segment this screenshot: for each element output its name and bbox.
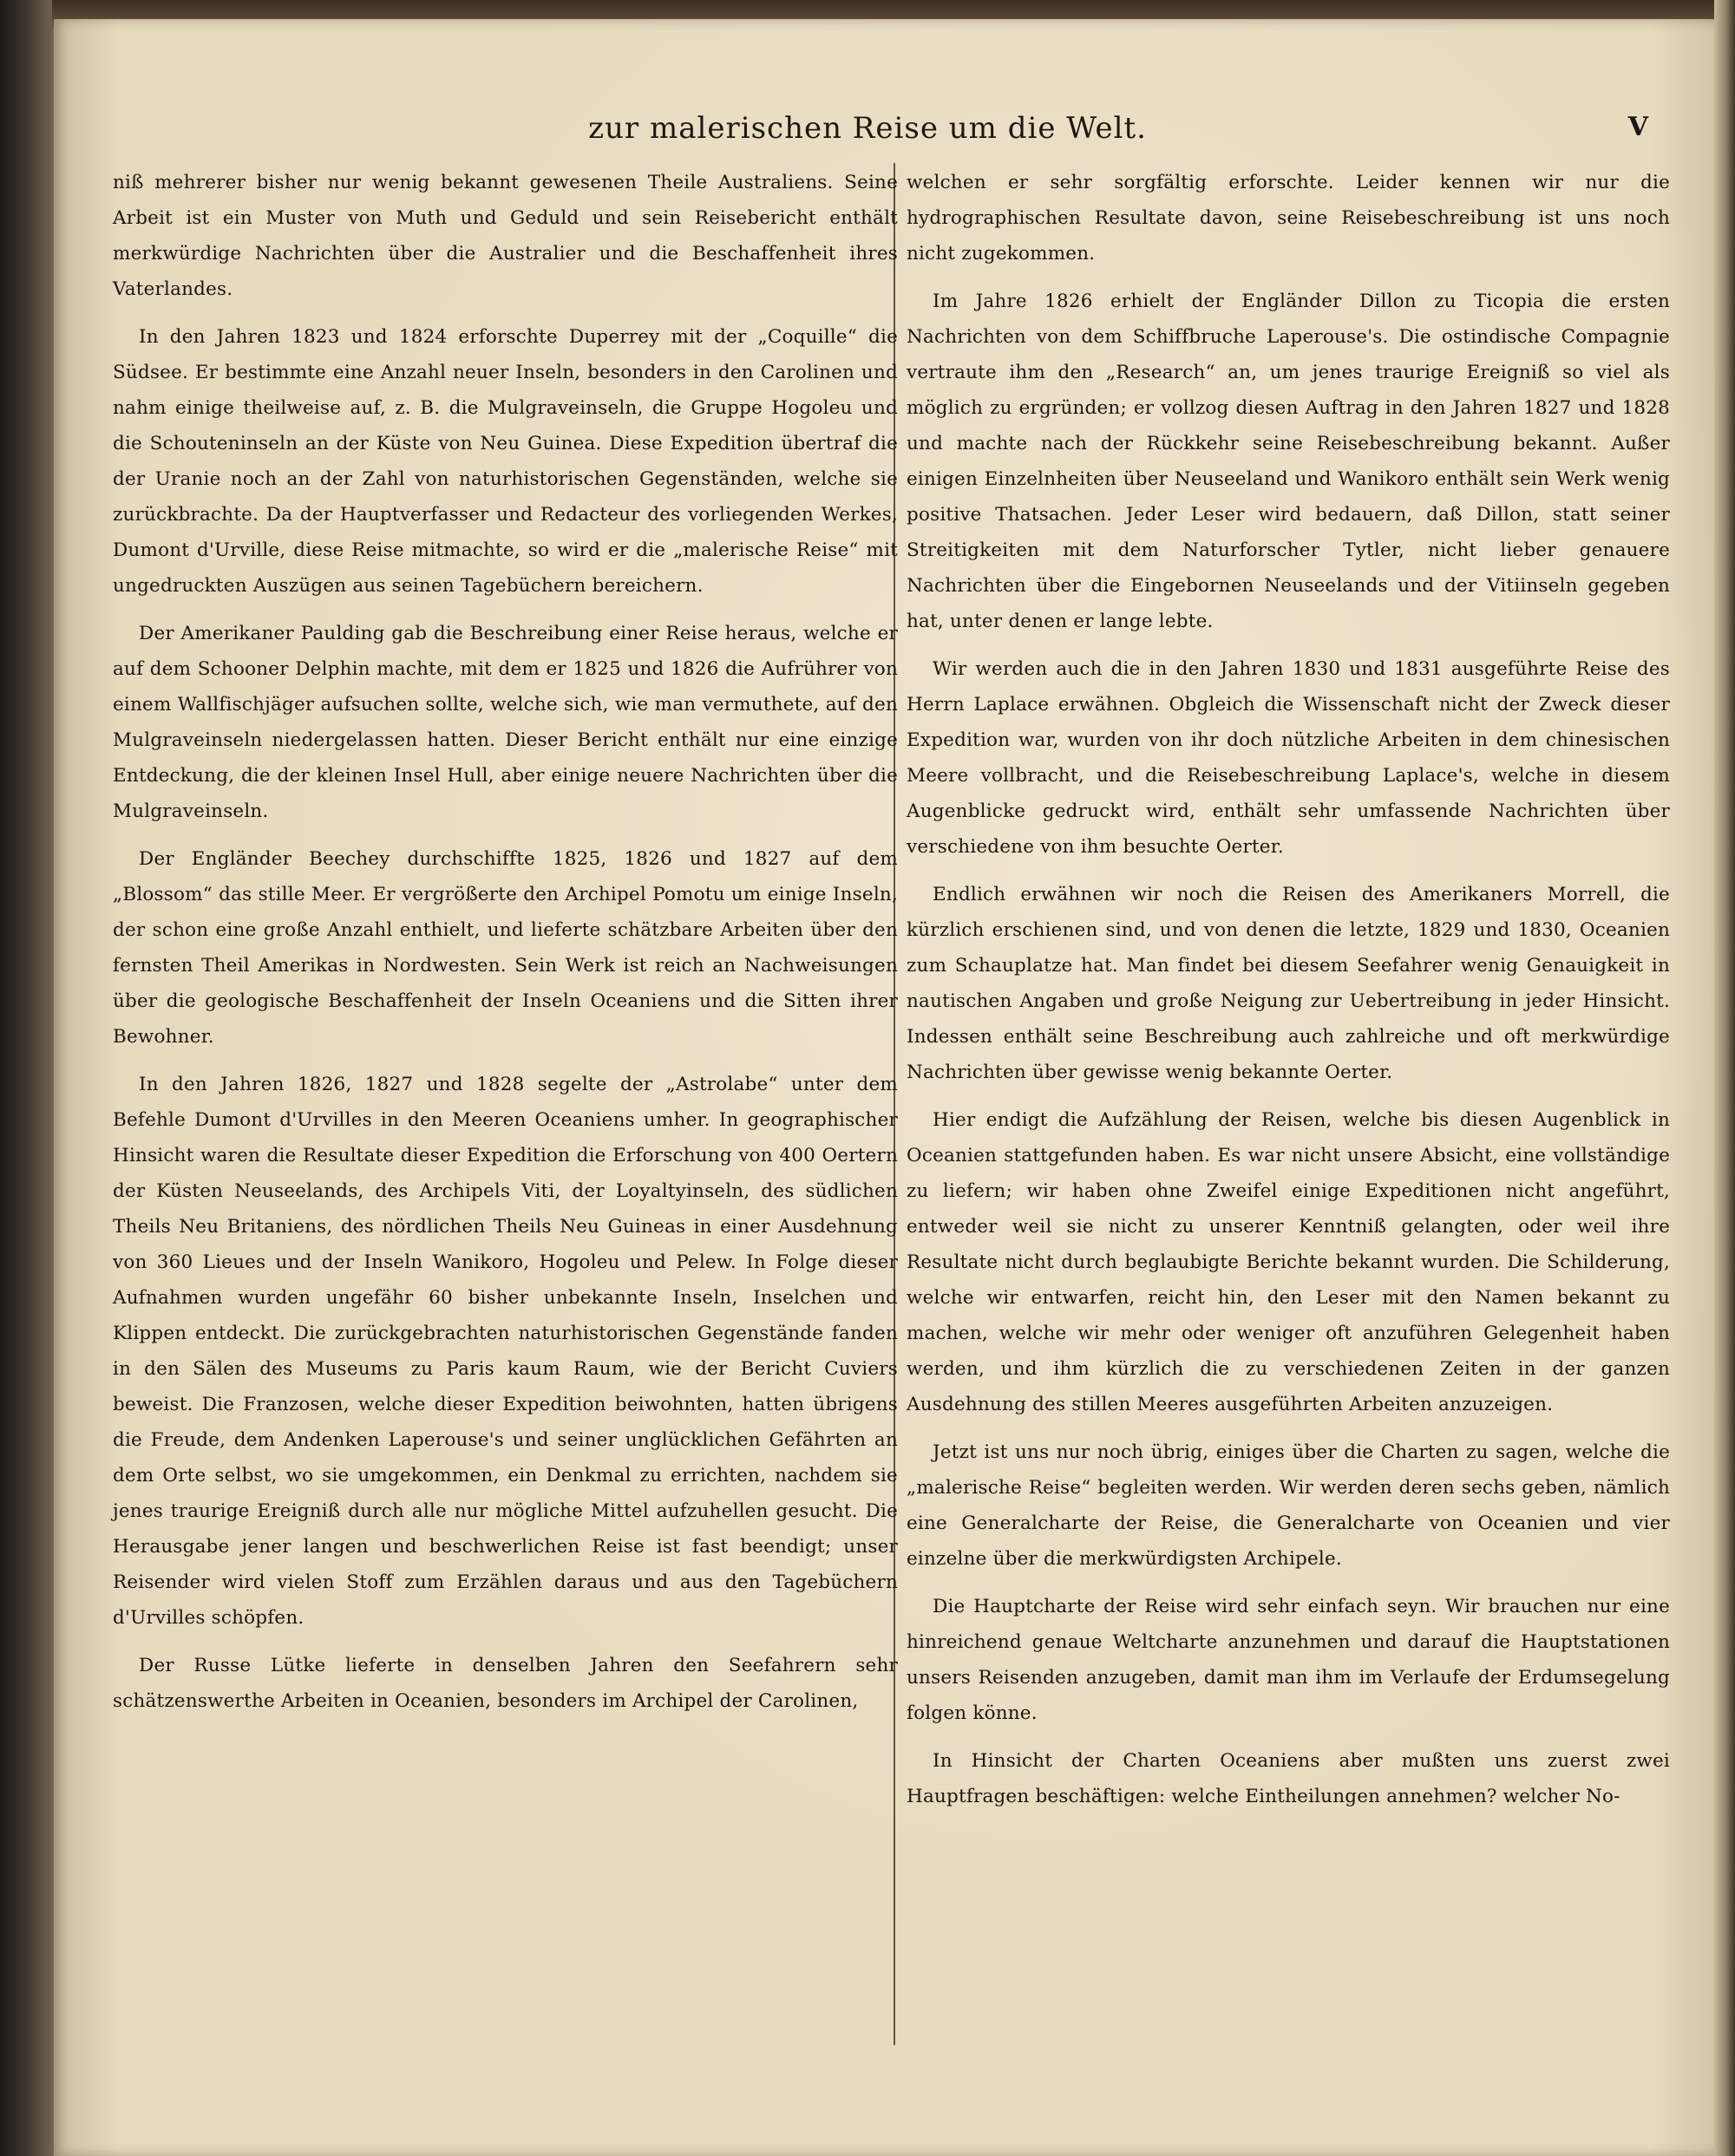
paragraph: Endlich erwähnen wir noch die Reisen des Amerikaners Morrell, die kürzlich erschienen sind, und von denen die letzte, 1829 und 1830, Oceanien zum Schauplatze hat. Man findet bei diesem Seefahrer wenig Genauigkeit in nautischen Angaben und große Neigung zur Uebertreibung in jeder Hinsicht. Indessen enthält seine Beschreibung auch zahlreiche und oft merkwürdige Nachrichten über gewisse wenig bekannte Oerter. <box>907 884 1670 1083</box>
paragraph: Der Russe Lütke lieferte in denselben Jahren den Seefahrern sehr schätzenswerthe Arbeiten in Oceanien, besonders im Archipel der Carolinen, <box>113 1655 898 1712</box>
paragraph: Hier endigt die Aufzählung der Reisen, welche bis diesen Augenblick in Oceanien stattgefunden haben. Es war nicht unsere Absicht, eine vollständige zu liefern; wir haben ohne Zweifel einige Expeditionen nicht angeführt, entweder weil sie nicht zu unserer Kenntniß gelangten, oder weil ihre Resultate nicht durch beglaubigte Berichte bekannt wurden. Die Schilderung, welche wir entwarfen, reicht hin, den Leser mit den Namen bekannt zu machen, welche wir mehr oder weniger oft anzuführen Gelegenheit haben werden, und ihm kürzlich die zu verschiedenen Zeiten in der ganzen Ausdehnung des stillen Meeres ausgeführten Arbeiten anzuzeigen. <box>907 1109 1670 1415</box>
paragraph: Im Jahre 1826 erhielt der Engländer Dillon zu Ticopia die ersten Nachrichten von dem Schiffbruche Laperouse's. Die ostindische Compagnie vertraute ihm den „Research“ an, um jenes traurige Ereigniß so viel als möglich zu ergründen; er vollzog diesen Auftrag in den Jahren 1827 und 1828 und machte nach der Rückkehr seine Reisebeschreibung bekannt. Außer einigen Einzelnheiten über Neuseeland und Wanikoro enthält sein Werk wenig positive Thatsachen. Jeder Leser wird bedauern, daß Dillon, statt seiner Streitigkeiten mit dem Naturforscher Tytler, nicht lieber genauere Nachrichten über die Eingebornen Neuseelands und der Vitiinseln gegeben hat, unter denen er lange lebte. <box>907 291 1670 632</box>
paragraph: Der Amerikaner Paulding gab die Beschreibung einer Reise heraus, welche er auf dem Schooner Delphin machte, mit dem er 1825 und 1826 die Aufrührer von einem Wallfischjäger aufsuchen sollte, welche sich, wie man vermuthete, auf den Mulgraveinseln niedergelassen hatten. Dieser Bericht enthält nur eine einzige Entdeckung, die der kleinen Insel Hull, aber einige neuere Nachrichten über die Mulgraveinseln. <box>113 623 898 822</box>
right-column <box>907 165 1670 1826</box>
paragraph: In den Jahren 1823 und 1824 erforschte Duperrey mit der „Coquille“ die Südsee. Er bestimmte eine Anzahl neuer Inseln, besonders in den Carolinen und nahm einige theilweise auf, z. B. die Mulgraveinseln, die Gruppe Hogoleu und die Schouteninseln an der Küste von Neu Guinea. Diese Expedition übertraf die der Uranie noch an der Zahl von naturhistorischen Gegenständen, welche sie zurückbrachte. Da der Hauptverfasser und Redacteur des vorliegenden Werkes, Dumont d'Urville, diese Reise mitmachte, so wird er die „malerische Reise“ mit ungedruckten Auszügen aus seinen Tagebüchern bereichern. <box>113 326 898 597</box>
book-binding-edge <box>0 0 61 2156</box>
left-column <box>113 165 898 1731</box>
paragraph: Jetzt ist uns nur noch übrig, einiges über die Charten zu sagen, welche die „malerische Reise“ begleiten werden. Wir werden deren sechs geben, nämlich eine Generalcharte der Reise, die Generalcharte von Oceanien und vier einzelne über die merkwürdigsten Archipele. <box>907 1441 1670 1570</box>
right-page-edge <box>1714 0 1735 2156</box>
running-title: zur malerischen Reise um die Welt. <box>588 111 1147 146</box>
paragraph: Wir werden auch die in den Jahren 1830 und 1831 ausgeführte Reise des Herrn Laplace erwähnen. Obgleich die Wissenschaft nicht der Zweck dieser Expedition war, wurden von ihr doch nützliche Arbeiten in dem chinesischen Meere vollbracht, und die Reisebeschreibung Laplace's, welche in diesem Augenblicke gedruckt wird, enthält sehr umfassende Nachrichten über verschiedene von ihm besuchte Oerter. <box>907 658 1670 858</box>
paragraph: In den Jahren 1826, 1827 und 1828 segelte der „Astrolabe“ unter dem Befehle Dumont d'Urvilles in den Meeren Oceaniens umher. In geographischer Hinsicht waren die Resultate dieser Expedition die Erforschung von 400 Oertern der Küsten Neuseelands, des Archipels Viti, der Loyaltyinseln, des südlichen Theils Neu Britaniens, des nördlichen Theils Neu Guineas in einer Ausdehnung von 360 Lieues und der Inseln Wanikoro, Hogoleu und Pelew. In Folge dieser Aufnahmen wurden ungefähr 60 bisher unbekannte Inseln, Inselchen und Klippen entdeckt. Die zurückgebrachten naturhistorischen Gegenstände fanden in den Sälen des Museums zu Paris kaum Raum, wie der Bericht Cuviers beweist. Die Franzosen, welche dieser Expedition beiwohnten, hatten übrigens die Freude, dem Andenken Laperouse's und seiner unglücklichen Gefährten an dem Orte selbst, wo sie umgekommen, ein Denkmal zu errichten, nachdem sie jenes traurige Ereigniß durch alle nur mögliche Mittel aufzuhellen gesucht. Die Herausgabe jener langen und beschwerlichen Reise ist fast beendigt; unser Reisender wird vielen Stoff zum Erzählen daraus und aus den Tagebüchern d'Urvilles schöpfen. <box>113 1074 898 1629</box>
paragraph: Die Hauptcharte der Reise wird sehr einfach seyn. Wir brauchen nur eine hinreichend genaue Weltcharte anzunehmen und darauf die Hauptstationen unsers Reisenden anzugeben, damit man ihm im Verlaufe der Erdumsegelung folgen könne. <box>907 1596 1670 1724</box>
page-number: V <box>1627 112 1648 142</box>
paragraph: niß mehrerer bisher nur wenig bekannt gewesenen Theile Australiens. Seine Arbeit ist ein Muster von Muth und Geduld und sein Reisebericht enthält merkwürdige Nachrichten über die Australier und die Beschaffenheit ihres Vaterlandes. <box>113 172 898 300</box>
paragraph: welchen er sehr sorgfältig erforschte. Leider kennen wir nur die hydrographischen Resultate davon, seine Reisebeschreibung ist uns noch nicht zugekommen. <box>907 172 1670 265</box>
paragraph: In Hinsicht der Charten Oceaniens aber mußten uns zuerst zwei Hauptfragen beschäftigen: welche Eintheilungen annehmen? welcher No- <box>907 1750 1670 1807</box>
paragraph: Der Engländer Beechey durchschiffte 1825, 1826 und 1827 auf dem „Blossom“ das stille Meer. Er vergrößerte den Archipel Pomotu um einige Inseln, der schon eine große Anzahl enthielt, und lieferte schätzbare Arbeiten über den fernsten Theil Amerikas in Nordwesten. Sein Werk ist reich an Nachweisungen über die geologische Beschaffenheit der Inseln Oceaniens und die Sitten ihrer Bewohner. <box>113 848 898 1048</box>
